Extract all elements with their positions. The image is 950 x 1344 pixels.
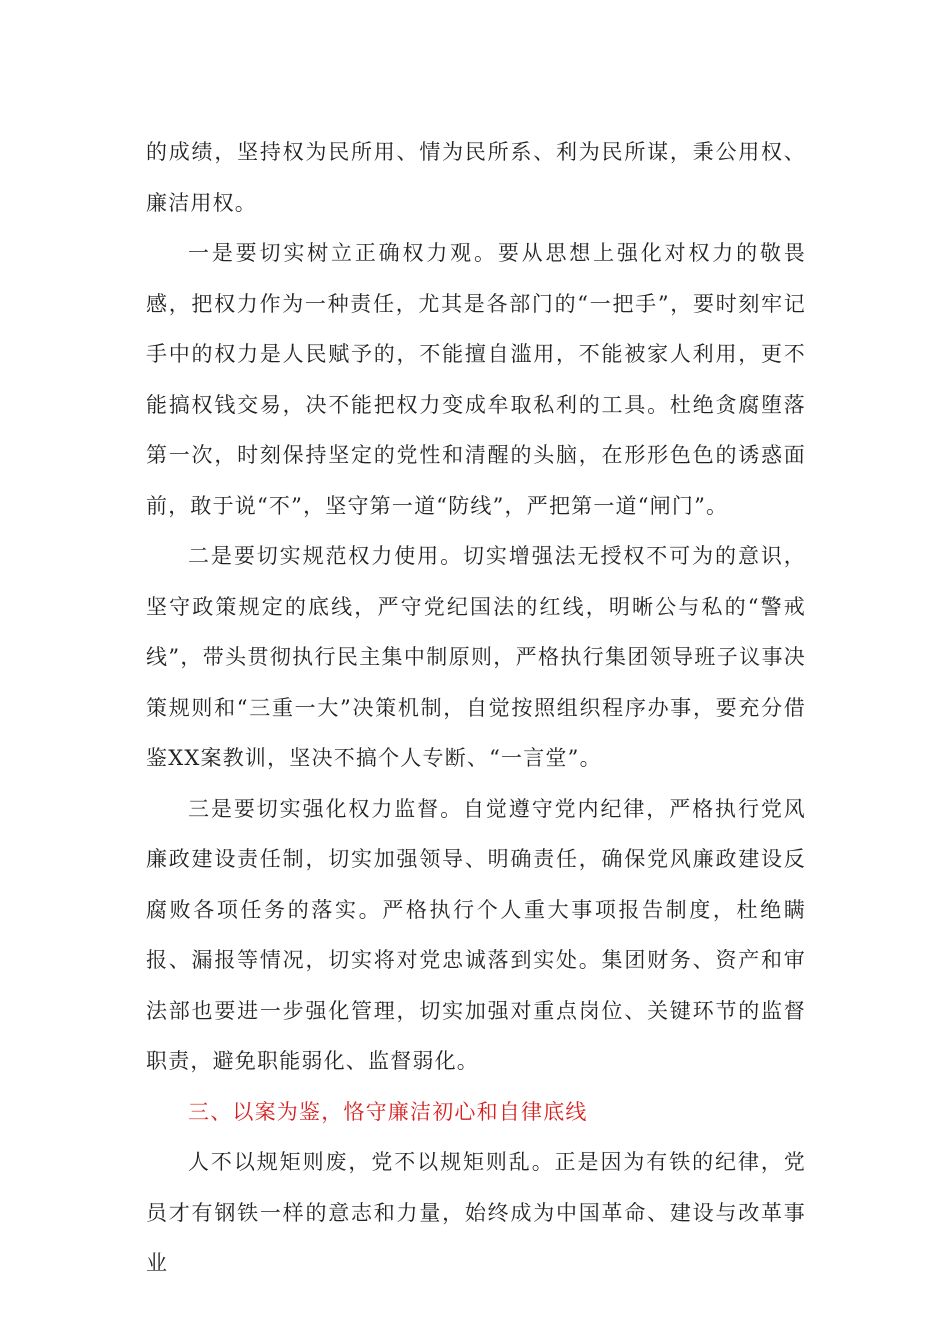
paragraph-continuation: 的成绩，坚持权为民所用、情为民所系、利为民所谋，秉公用权、廉洁用权。	[146, 140, 806, 215]
paragraph-power-supervision: 三是要切实强化权力监督。自觉遵守党内纪律，严格执行党风廉政建设责任制，切实加强领导、明确责任，确保党风廉政建设反腐败各项任务的落实。严格执行个人重大事项报告制度，杜绝瞒报、漏报等情况，切实将对党忠诚落到实处。集团财务、资产和审法部也要进一步强化管理，切实加强对重点岗位、关键环节的监督职责，避免职能弱化、监督弱化。	[146, 796, 806, 1073]
section-heading-three: 三、以案为鉴，恪守廉洁初心和自律底线	[188, 1099, 588, 1124]
paragraph-power-view: 一是要切实树立正确权力观。要从思想上强化对权力的敬畏感，把权力作为一种责任，尤其是各部门的“一把手”，要时刻牢记手中的权力是人民赋予的，不能擅自滥用，不能被家人利用，更不能搞权钱交易，决不能把权力变成牟取私利的工具。杜绝贪腐堕落第一次，时刻保持坚定的党性和清醒的头脑，在形形色色的诱惑面前，敢于说“不”，坚守第一道“防线”，严把第一道“闸门”。	[146, 241, 806, 518]
paragraph-discipline: 人不以规矩则废，党不以规矩则乱。正是因为有铁的纪律，党员才有钢铁一样的意志和力量，始终成为中国革命、建设与改革事业	[146, 1150, 806, 1275]
document-body	[146, 127, 806, 1289]
paragraph-power-use: 二是要切实规范权力使用。切实增强法无授权不可为的意识，坚守政策规定的底线，严守党纪国法的红线，明晰公与私的“警戒线”，带头贯彻执行民主集中制原则，严格执行集团领导班子议事决策规则和“三重一大”决策机制，自觉按照组织程序办事，要充分借鉴XX案教训，坚决不搞个人专断、“一言堂”。	[146, 544, 806, 770]
